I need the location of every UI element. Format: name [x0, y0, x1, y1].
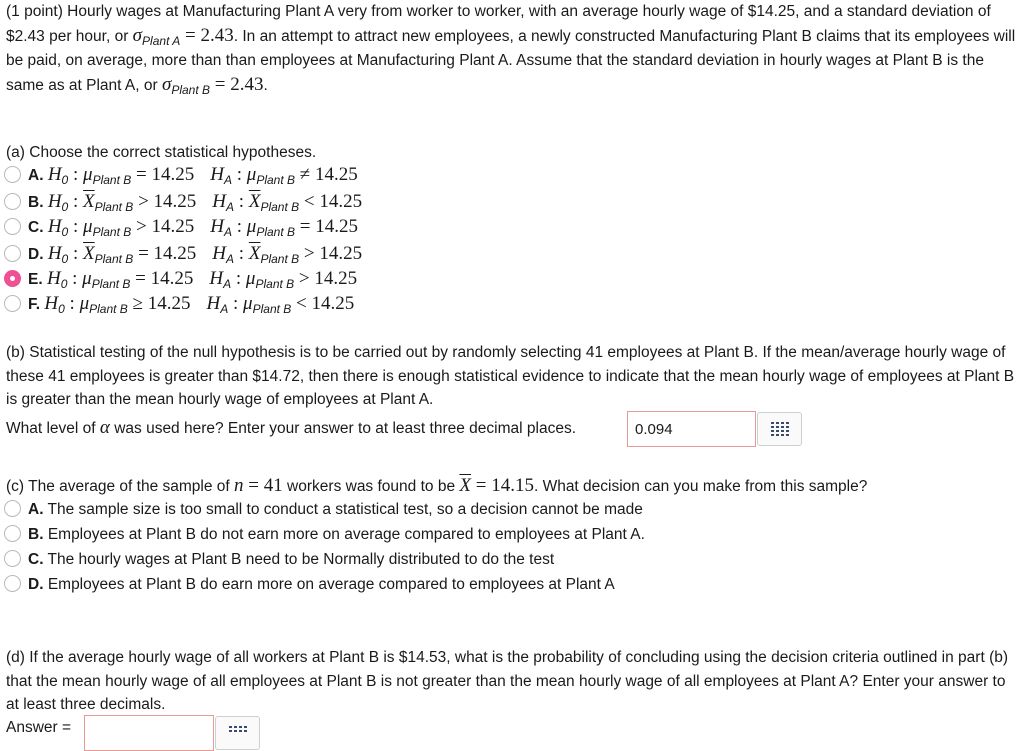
ha-index: A	[226, 252, 235, 266]
ha-param-sub: Plant B	[256, 225, 296, 239]
h0-relation: = 14.25	[133, 243, 197, 264]
part-b-question: What level of α was used here? Enter your answer to at least three decimal places.	[6, 417, 576, 438]
h0-symbol: H	[47, 216, 62, 237]
h0-param-sub: Plant B	[94, 200, 134, 214]
radio-button[interactable]	[4, 270, 21, 287]
option-text: The hourly wages at Plant B need to be Normally distributed to do the test	[47, 551, 555, 568]
h0-param: μ	[83, 164, 93, 185]
colon: :	[67, 268, 83, 289]
colon: :	[68, 191, 84, 212]
option-label: D.	[28, 576, 44, 593]
part-d-answer-label: Answer =	[6, 719, 72, 736]
colon: :	[234, 243, 249, 264]
ha-relation: ≠ 14.25	[295, 164, 358, 185]
colon: :	[231, 164, 247, 185]
h0-param: $\overline{X}$	[83, 243, 95, 264]
ha-param: μ	[246, 164, 257, 185]
hypothesis-option[interactable]	[4, 292, 354, 316]
decision-option[interactable]	[4, 548, 554, 572]
h0-param: μ	[79, 293, 90, 314]
problem-intro: (1 point) Hourly wages at Manufacturing Plant A very from worker to worker, with an average hourly wage of $14.25, and a standard deviation of $2.43 per hour, or $\sigma_{Plant A} = 2.43$. In an attempt to attract new employees, a newly constructed Manufacturing Plant B claims that its employees will be paid, on average, more than than employees at Manufacturing Plant A. Assume that the standard deviation in hourly wages at Plant B is the same as at Plant A, or $\sigma_{Plant B} = 2.43$.	[6, 3, 1016, 97]
ha-relation: = 14.25	[295, 216, 358, 237]
radio-button[interactable]	[4, 218, 21, 235]
h0-relation: = 14.25	[130, 268, 194, 289]
h0-symbol: H	[47, 191, 62, 212]
part-c-prompt: (c) The average of the sample of n = 41 workers was found to be $\overline{X} = 14.15$. What decision can you make from this sample?	[6, 475, 868, 496]
option-text: Employees at Plant B do earn more on average compared to employees at Plant A	[47, 576, 615, 593]
colon: :	[231, 216, 247, 237]
hypothesis-option[interactable]	[4, 190, 362, 214]
h0-param-sub: Plant B	[94, 252, 134, 266]
ha-relation: > 14.25	[294, 268, 358, 289]
h0-param-sub: Plant B	[92, 225, 132, 239]
option-text: The sample size is too small to conduct a statistical test, so a decision cannot be made	[47, 501, 643, 518]
h0-relation: > 14.25	[133, 191, 197, 212]
ha-param: μ	[246, 216, 257, 237]
h0-param-sub: Plant B	[89, 302, 128, 316]
radio-button[interactable]	[4, 166, 21, 183]
h0-param: $\overline{X}$	[83, 191, 95, 212]
ha-relation: < 14.25	[299, 191, 363, 212]
h0-index: 0	[61, 225, 69, 239]
h0-relation: = 14.25	[131, 164, 195, 185]
part-b-text: (b) Statistical testing of the null hypothesis is to be carried out by randomly selecting 41 employees at Plant B. If the mean/average hourly wage of these 41 employees is greater than $14.72, then there is enough statistical evidence to indicate that the mean hourly wage of employees at Plant B is greater than the mean hourly wage of employees at Plant A.	[6, 344, 1015, 408]
ha-param: μ	[245, 268, 256, 289]
colon: :	[228, 293, 244, 314]
option-label: A.	[28, 167, 44, 184]
h0-index: 0	[61, 173, 69, 187]
colon: :	[231, 268, 246, 289]
part-a-prompt: (a) Choose the correct statistical hypotheses.	[6, 144, 317, 161]
ha-param-sub: Plant B	[260, 252, 300, 266]
grid-icon	[771, 422, 789, 436]
h0-param-sub: Plant B	[92, 173, 132, 187]
ha-symbol: H	[212, 191, 227, 212]
equation-editor-button[interactable]	[757, 412, 802, 446]
h0-param: μ	[82, 268, 92, 289]
option-label: E.	[28, 271, 43, 288]
hypothesis-option[interactable]	[4, 242, 362, 266]
ha-param-sub: Plant B	[252, 302, 292, 316]
part-d-text: (d) If the average hourly wage of all workers at Plant B is $14.53, what is the probability of concluding using the decision criteria outlined in part (b) that the mean hourly wage of all employees at Plant B is not greater than the mean hourly wage of all employees at Plant A? Enter your answer to at least three decimals.	[6, 649, 1009, 713]
option-label: D.	[28, 246, 44, 263]
option-text: Employees at Plant B do not earn more on average compared to employees at Plant A.	[47, 526, 645, 543]
option-label: F.	[28, 296, 41, 313]
ha-index: A	[220, 302, 229, 316]
decision-option[interactable]	[4, 573, 615, 597]
radio-button[interactable]	[4, 525, 21, 542]
ha-param-sub: Plant B	[256, 173, 296, 187]
ha-symbol: H	[206, 293, 221, 314]
ha-index: A	[226, 200, 235, 214]
equation-editor-button-d[interactable]	[215, 716, 260, 750]
colon: :	[68, 164, 84, 185]
ha-index: A	[223, 277, 232, 291]
ha-param-sub: Plant B	[255, 277, 295, 291]
probability-answer-input[interactable]	[84, 715, 214, 751]
ha-symbol: H	[212, 243, 227, 264]
decision-option[interactable]	[4, 523, 645, 547]
h0-param: μ	[83, 216, 93, 237]
colon: :	[64, 293, 80, 314]
radio-button[interactable]	[4, 550, 21, 567]
ha-relation: > 14.25	[299, 243, 363, 264]
ha-symbol: H	[210, 216, 224, 237]
option-label: C.	[28, 219, 44, 236]
hypothesis-option[interactable]	[4, 267, 357, 291]
ha-param: μ	[243, 293, 253, 314]
ha-symbol: H	[209, 268, 224, 289]
option-label: B.	[28, 526, 44, 543]
grid-icon	[229, 726, 247, 740]
radio-button[interactable]	[4, 245, 21, 262]
alpha-answer-input[interactable]	[627, 411, 756, 447]
radio-button[interactable]	[4, 295, 21, 312]
ha-symbol: H	[210, 164, 224, 185]
h0-symbol: H	[44, 293, 59, 314]
colon: :	[68, 243, 84, 264]
h0-param-sub: Plant B	[91, 277, 131, 291]
h0-index: 0	[58, 302, 65, 316]
hypothesis-option[interactable]	[4, 215, 358, 239]
hypothesis-option[interactable]	[4, 163, 358, 187]
radio-button[interactable]	[4, 575, 21, 592]
option-label: A.	[28, 501, 44, 518]
h0-symbol: H	[47, 164, 62, 185]
option-label: B.	[28, 194, 44, 211]
colon: :	[234, 191, 249, 212]
ha-index: A	[223, 225, 232, 239]
h0-relation: > 14.25	[131, 216, 195, 237]
h0-index: 0	[61, 252, 69, 266]
ha-index: A	[223, 173, 232, 187]
radio-button[interactable]	[4, 500, 21, 517]
radio-button[interactable]	[4, 193, 21, 210]
decision-option[interactable]	[4, 498, 643, 522]
colon: :	[68, 216, 84, 237]
h0-index: 0	[61, 200, 69, 214]
ha-relation: < 14.25	[291, 293, 355, 314]
ha-param: $\overline{X}$	[248, 243, 261, 264]
h0-symbol: H	[46, 268, 61, 289]
h0-relation: ≥ 14.25	[127, 293, 191, 314]
ha-param-sub: Plant B	[260, 200, 300, 214]
ha-param: $\overline{X}$	[248, 191, 261, 212]
option-label: C.	[28, 551, 44, 568]
h0-symbol: H	[47, 243, 62, 264]
h0-index: 0	[60, 277, 68, 291]
